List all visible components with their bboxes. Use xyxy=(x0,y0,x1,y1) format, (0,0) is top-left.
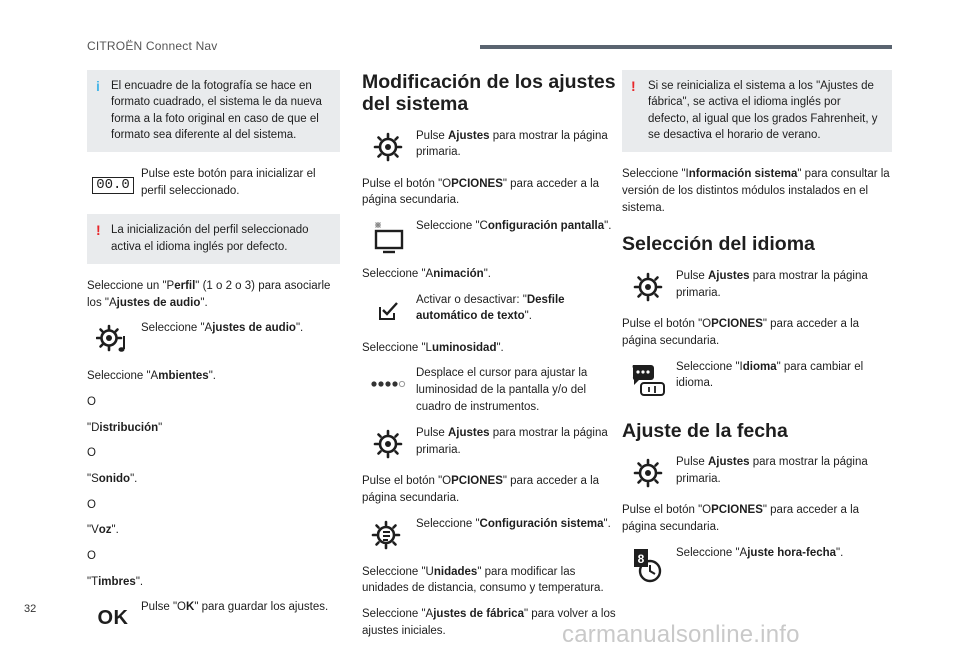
cursor-text: Desplace el cursor para ajustar la luminosidad de la pantalla y/o del cuadro de instrumentos. xyxy=(416,367,588,413)
desfile-row xyxy=(362,292,617,330)
ok-text: Pulse "OK" para guardar los ajustes. xyxy=(141,601,329,614)
info-sistema-text: Seleccione "Información sistema" para consultar la versión de los distintos módulos instalados en el sistema. xyxy=(622,168,890,214)
opciones-text-2: Pulse el botón "OPCIONES" para acceder a la página secundaria. xyxy=(362,475,600,505)
animacion-text: Seleccione "Animación". xyxy=(362,268,491,280)
sonido-text: "Sonido". xyxy=(87,473,138,485)
gear-icon xyxy=(362,425,414,463)
gear-icon xyxy=(362,128,414,166)
gear-icon xyxy=(622,454,674,492)
warning-note xyxy=(622,70,892,152)
opciones-text-1: Pulse el botón "OPCIONES" para acceder a la página secundaria. xyxy=(362,177,600,207)
config-sistema-text: Seleccione "Configuración sistema". xyxy=(416,517,611,530)
column-3 xyxy=(622,70,892,597)
warning-note-text: Si se reinicializa el sistema a los "Ajustes de fábrica", se activa el idioma inglés por defecto, al igual que los grados Fahrenheit, y se desactiva el horario de verano. xyxy=(648,80,878,141)
or-text: O xyxy=(87,447,96,460)
ok-button-icon: OK xyxy=(97,606,129,629)
language-icon xyxy=(622,359,674,399)
ajustes-text-3: Pulse Ajustes para mostrar la página primaria. xyxy=(676,270,868,299)
or-text: O xyxy=(87,550,96,563)
fabrica-text: Seleccione "Ajustes de fábrica" para volver a los ajustes iniciales. xyxy=(362,608,616,637)
fecha-row xyxy=(622,545,892,587)
brightness-dots-icon xyxy=(362,365,414,403)
audio-settings-row xyxy=(87,320,340,358)
warning-icon: ! xyxy=(96,222,101,239)
section-title-language: Selección del idioma xyxy=(622,233,815,256)
timbres-text: "Timbres". xyxy=(87,575,144,588)
reset-profile-row xyxy=(87,166,340,204)
cursor-row xyxy=(362,365,617,415)
or-text: O xyxy=(87,498,96,511)
voz-text: "Voz". xyxy=(87,524,119,537)
ajustes-row-2 xyxy=(362,425,617,463)
warning-note-text: La inicialización del perfil seleccionado activa el idioma inglés por defecto. xyxy=(111,224,309,253)
luminosidad-text: Seleccione "Luminosidad". xyxy=(362,341,504,354)
fecha-text: Seleccione "Ajuste hora-fecha". xyxy=(676,546,844,559)
watermark: carmanualsonline.info xyxy=(562,621,800,648)
calendar-clock-icon xyxy=(622,545,674,587)
idioma-row xyxy=(622,359,892,399)
config-pantalla-text: Seleccione "Configuración pantalla". xyxy=(416,220,612,232)
info-note-text: El encuadre de la fotografía se hace en formato cuadrado, el sistema le da nueva forma a la foto original en caso de que el formato sea diferente al del sistema. xyxy=(111,80,322,141)
gear-sliders-icon xyxy=(362,516,414,554)
page-number: 32 xyxy=(24,603,37,615)
warning-note xyxy=(87,214,340,264)
gear-music-icon xyxy=(87,320,139,358)
opciones-text-3: Pulse el botón "OPCIONES" para acceder a la página secundaria. xyxy=(622,318,860,347)
idioma-text: Seleccione "Idioma" para cambiar el idioma. xyxy=(676,360,864,390)
reset-button-icon: 00.0 xyxy=(87,166,139,204)
select-profile-text: Seleccione un "Perfil" (1 o 2 o 3) para asociarle los "Ajustes de audio". xyxy=(87,279,331,309)
unidades-text: Seleccione "Unidades" para modificar las unidades de distancia, consumo y temperatura. xyxy=(362,565,604,595)
config-pantalla-row xyxy=(362,218,617,256)
ajustes-text-1: Pulse Ajustes para mostrar la página primaria. xyxy=(416,129,608,159)
distribucion-text: "Distribución" xyxy=(87,421,163,434)
info-note xyxy=(87,70,340,152)
ok-row xyxy=(87,599,340,637)
or-text: O xyxy=(87,395,96,408)
ajustes-text-2: Pulse Ajustes para mostrar la página primaria. xyxy=(416,427,608,457)
reset-profile-text: Pulse este botón para inicializar el perfil seleccionado. xyxy=(141,168,316,197)
opciones-text-4: Pulse el botón "OPCIONES" para acceder a la página secundaria. xyxy=(622,504,860,533)
screen-brightness-icon xyxy=(362,218,414,256)
header-title: CITROËN Connect Nav xyxy=(87,39,218,53)
section-title-system-settings: Modificación de los ajustes del sistema xyxy=(362,71,616,115)
config-sistema-row xyxy=(362,516,617,554)
ambientes-text: Seleccione "Ambientes". xyxy=(87,370,216,383)
header-bar xyxy=(480,45,892,49)
ajustes-text-4: Pulse Ajustes para mostrar la página primaria. xyxy=(676,456,868,485)
gear-icon xyxy=(622,268,674,306)
column-1 xyxy=(87,70,340,647)
warning-icon: ! xyxy=(631,78,636,94)
checkbox-icon xyxy=(362,292,414,330)
column-2 xyxy=(362,70,617,648)
ajustes-row-4 xyxy=(622,454,892,492)
desfile-text: Activar o desactivar: "Desfile automático de texto". xyxy=(416,293,565,323)
section-title-date: Ajuste de la fecha xyxy=(622,419,788,442)
svg-text:8: 8 xyxy=(637,551,645,566)
info-icon: i xyxy=(96,78,100,94)
ajustes-row-1 xyxy=(362,128,617,166)
ajustes-row-3 xyxy=(622,268,892,306)
audio-settings-text: Seleccione "Ajustes de audio". xyxy=(141,322,304,335)
